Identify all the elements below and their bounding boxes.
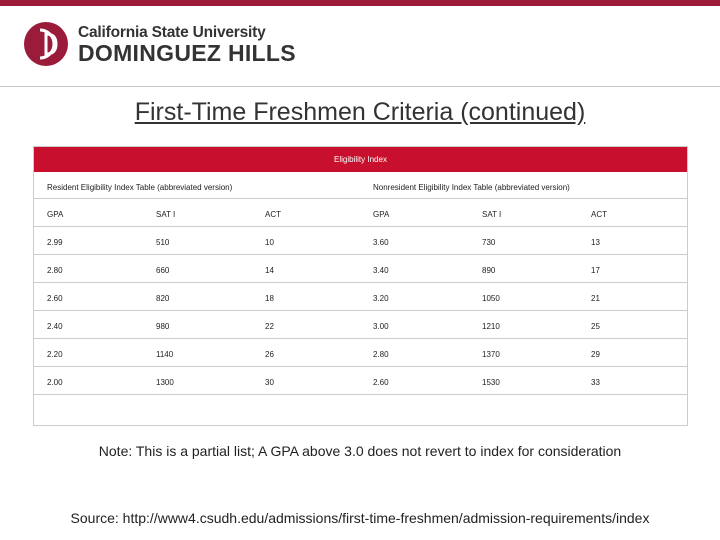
source-citation: Source: http://www4.csudh.edu/admissions/first-time-freshmen/admission-requirements/index [70, 510, 650, 526]
table-cell: 2.60 [373, 378, 389, 387]
table-cell: 1300 [156, 378, 174, 387]
university-logo [22, 20, 296, 72]
table-cell: 1210 [482, 322, 500, 331]
table-cell: 3.00 [373, 322, 389, 331]
table-cell: 2.80 [373, 350, 389, 359]
table-cell: 1370 [482, 350, 500, 359]
table-cell: 1050 [482, 294, 500, 303]
table-note: Note: This is a partial list; A GPA above 3.0 does not revert to index for consideration [98, 443, 622, 459]
table-cell: 2.20 [47, 350, 63, 359]
table-cell: 2.80 [47, 266, 63, 275]
table-cell: 2.99 [47, 238, 63, 247]
column-header: GPA [47, 210, 64, 219]
column-header: SAT I [156, 210, 176, 219]
table-cell: 26 [265, 350, 274, 359]
table-cell: 2.00 [47, 378, 63, 387]
table-row [34, 367, 687, 395]
table-cell: 29 [591, 350, 600, 359]
table-cell: 10 [265, 238, 274, 247]
table-row [34, 339, 687, 367]
eligibility-index-table [33, 146, 688, 426]
slide-title: First-Time Freshmen Criteria (continued) [134, 98, 586, 126]
table-cell: 1140 [156, 350, 174, 359]
table-cell: 3.60 [373, 238, 389, 247]
nonresident-table-caption: Nonresident Eligibility Index Table (abbreviated version) [373, 183, 570, 192]
table-cell: 18 [265, 294, 274, 303]
table-cell: 22 [265, 322, 274, 331]
table-cell: 660 [156, 266, 170, 275]
table-cell: 2.60 [47, 294, 63, 303]
logo-campus-name: DOMINGUEZ HILLS [78, 40, 296, 66]
table-cell: 30 [265, 378, 274, 387]
column-header: ACT [591, 210, 607, 219]
table-cell: 33 [591, 378, 600, 387]
column-header: SAT I [482, 210, 502, 219]
top-accent-stripe [0, 0, 720, 6]
csudh-seal-icon [22, 20, 70, 68]
table-cell: 890 [482, 266, 496, 275]
table-subheader-row [34, 172, 687, 199]
table-row [34, 311, 687, 339]
table-cell: 2.40 [47, 322, 63, 331]
table-cell: 14 [265, 266, 274, 275]
logo-university-name: California State University [78, 24, 266, 41]
table-cell: 17 [591, 266, 600, 275]
table-cell: 980 [156, 322, 170, 331]
table-row [34, 283, 687, 311]
table-cell: 21 [591, 294, 600, 303]
table-cell: 730 [482, 238, 496, 247]
column-header-row [34, 199, 687, 227]
table-row [34, 255, 687, 283]
table-cell: 3.20 [373, 294, 389, 303]
column-header: ACT [265, 210, 281, 219]
table-row [34, 227, 687, 255]
table-cell: 3.40 [373, 266, 389, 275]
table-title-bar: Eligibility Index [34, 147, 687, 172]
table-cell: 820 [156, 294, 170, 303]
resident-table-caption: Resident Eligibility Index Table (abbreviated version) [47, 183, 233, 192]
table-cell: 13 [591, 238, 600, 247]
table-cell: 1530 [482, 378, 500, 387]
header-divider [0, 86, 720, 87]
column-header: GPA [373, 210, 390, 219]
table-cell: 510 [156, 238, 170, 247]
table-cell: 25 [591, 322, 600, 331]
